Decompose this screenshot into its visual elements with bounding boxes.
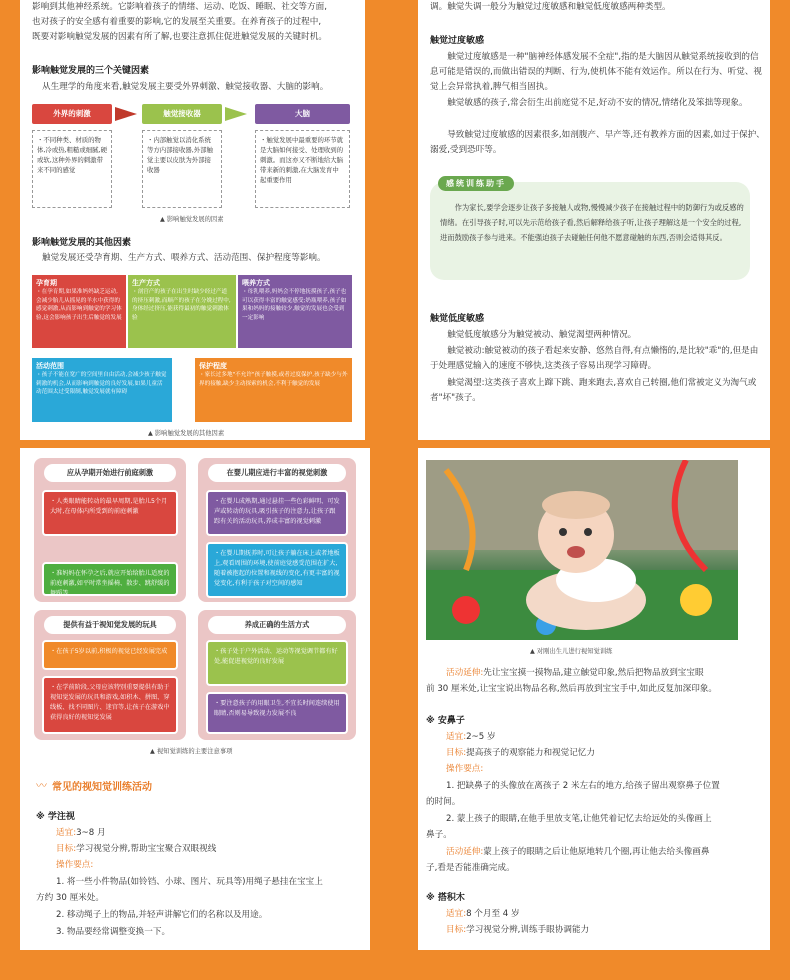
step-text: 方约 30 厘米处。 [36, 893, 104, 903]
activity-age [446, 907, 520, 922]
factor-text: ・在孕育期,如果准妈妈缺乏运动,会减少胎儿从摇晃的羊水中获得的感觉刺激,从而影响到触觉的学习体验,这会影响孩子出生后触觉的发展 [36, 289, 122, 321]
wave-icon: 〰 [36, 779, 47, 792]
goal-value: 学习视觉分辨,帮助宝宝聚合双眼视线 [76, 844, 217, 854]
extension-label: 活动延伸: [446, 668, 484, 678]
steps-label: 操作要点: [446, 764, 484, 774]
top-right-page [418, 0, 770, 440]
factor-text: ・孩子不能在宽广的空间里自由活动,会减少孩子触觉刺激的机会,从而影响到触觉的良好发展,如果儿童活动范围太过受限制,触觉发展就有障碍 [36, 372, 167, 395]
factor-label: 保护程度 [199, 362, 227, 370]
age-label: 适宜: [446, 909, 467, 919]
factor-label: 孕育期 [36, 279, 57, 287]
paragraph: 触觉渴望:这类孩子喜欢上蹿下跳、跑来跑去,喜欢自己转圈,他们常被定义为淘气或者"坏"孩子。 [430, 378, 757, 403]
factor-label: 触觉接收器 [142, 104, 222, 124]
extension-text [446, 845, 766, 860]
activity-age [446, 730, 496, 745]
paragraph: 导致触觉过度敏感的因素很多,如剖腹产、早产等,还有教养方面的因素,如过于保护、溺爱,受到恐吓等。 [430, 130, 765, 155]
step-text: 1. 将一些小件物品(如铃铛、小球、图片、玩具等)用绳子悬挂在宝宝上 [56, 877, 323, 887]
paragraph: 触觉低度敏感分为触觉被动、触觉渴望两种情况。 [447, 330, 637, 340]
intro-text: 调。触觉失调一般分为触觉过度敏感和触觉低度敏感两种类型。 [430, 2, 671, 12]
section-desc-factors: 从生理学的角度来看,触觉发展主要受外界刺激、触觉接收器、大脑的影响。 [42, 82, 329, 92]
card-title: 应从孕期开始进行前庭刺激 [44, 464, 176, 482]
step-text: 1. 把缺鼻子的头像放在离孩子 2 米左右的地方,给孩子留出观察鼻子位置 [446, 781, 720, 791]
card-title: 提供有益于视知觉发展的玩具 [44, 616, 176, 634]
card-item: ・人类眼睛能转动的最早周期,是胎儿5个月大时,在母体内所受到的前庭刺激 [42, 490, 178, 536]
baby-photo [426, 460, 738, 640]
activity-name [426, 714, 465, 728]
bullet-icon: ※ [426, 893, 438, 903]
factor-birth [128, 275, 236, 348]
step-text: 3. 物品要经常调整变换一下。 [56, 927, 171, 937]
extension-label: 活动延伸: [446, 847, 484, 857]
activity-name [36, 810, 75, 824]
step-text: 鼻子。 [426, 830, 452, 840]
step-text: 2. 移动绳子上的物品,并轻声讲解它们的名称以及用途。 [56, 910, 268, 920]
activity-goal [56, 842, 216, 857]
extension-line: 子,看是否能准确完成。 [426, 863, 515, 873]
card-lifestyle [198, 610, 356, 740]
card-item: ・在学前阶段,父母应该特别重要提供有助于视知觉发展的玩具和游戏,如积木、拼图、穿线板、找不同图片、迷宫等,让孩子在游戏中获得良好的视知觉发展 [42, 676, 178, 734]
activity-goal [446, 923, 589, 938]
section-title-low-sensitive: 触觉低度敏感 [430, 314, 485, 324]
age-label: 适宜: [446, 732, 467, 742]
card-title: 在婴儿期应进行丰富的视觉刺激 [208, 464, 346, 482]
section-desc-others: 触觉发展还受孕育期、生产方式、喂养方式、活动范围、保护程度等影响。 [42, 253, 326, 263]
section-title-over-sensitive: 触觉过度敏感 [430, 36, 485, 46]
goal-label: 目标: [446, 748, 467, 758]
intro-line-3: 既要对影响触觉发展的因素有所了解,也要注意抓住促进触觉发展的关键时机。 [32, 32, 327, 42]
figure-caption: ▲ 视知觉训练的主要注意事项 [150, 748, 233, 755]
factor-text: ・触觉发展中最重要的环节就是大脑如何接受、处理收到的刺激。而这亦又不断地给大脑带来新的刺激,在大脑发育中起重要作用 [255, 130, 350, 208]
steps-label: 操作要点: [56, 860, 94, 870]
card-item: ・在婴儿成熟期,通过悬挂一些色彩鲜明、可发声或转动的玩具,吸引孩子的注意力,让孩子跟踪有关的活动玩具,养成丰富的视觉刺激 [206, 490, 348, 536]
intro-line-1: 影响到其他神经系统。它影响着孩子的情绪、运动、吃饭、睡眠、社交等方面, [32, 2, 327, 12]
card-item: ・在婴儿期抚养时,可让孩子躺在床上或者地板上,观看周围的环境,使前庭觉感受范围在扩大,随着被抱起的位置和视线的变化,有更丰富的视觉变化,有利于孩子对空间的感知 [206, 542, 348, 598]
card-item: ・孩子处于户外活动、运动等视觉调节都有好处,能促进视觉的良好发展 [206, 640, 348, 686]
activity-goal [446, 746, 595, 761]
paragraph: 触觉敏感的孩子,常会衍生出前庭觉不足,好动不安的情况,情绪化及笨拙等现象。 [447, 98, 748, 108]
arrow-icon [115, 107, 137, 121]
factor-label: 外界的刺激 [32, 104, 112, 124]
arrow-icon [225, 107, 247, 121]
intro-line-2: 也对孩子的安全感有着重要的影响,它的发展至关重要。在养育孩子的过程中, [32, 17, 322, 27]
extension-line: 先让宝宝摸一摸物品,建立触觉印象,然后把物品放到宝宝眼 [483, 668, 704, 678]
extension-line: 前 30 厘米处,让宝宝说出物品名称,然后再放到宝宝手中,如此反复加深印象。 [426, 684, 718, 694]
factor-text: ・母乳喂养,妈妈会不停地抚摸孩子,孩子也可以获得丰富的触觉感受;奶瓶喂养,孩子如果和妈妈的接触较少,触觉的发展也会受到一定影响 [242, 289, 347, 321]
step-text: 的时间。 [426, 797, 461, 807]
goal-value: 提高孩子的观察能力和视觉记忆力 [466, 748, 596, 758]
goal-label: 目标: [446, 925, 467, 935]
factor-protection [195, 358, 352, 422]
factor-text: ・剖宫产的孩子在出生时缺少经过产道的挤压刺激,而顺产的孩子在分娩过程中,身体经过挤压,能获得最初的触觉刺激体验 [132, 289, 231, 321]
factor-text: ・内部触觉以消化系统等方内部接收器,外部触觉主要以皮肤为外部接收器 [142, 130, 222, 208]
figure-caption: ▲ 影响触觉发展的因素 [160, 216, 224, 223]
photo-caption: ▲ 对刚出生儿进行视知觉训练 [530, 648, 613, 655]
card-toys [34, 610, 186, 740]
card-title: 养成正确的生活方式 [208, 616, 346, 634]
bullet-icon: ※ [426, 716, 438, 726]
card-item: ・要注意孩子的用眼卫生,不宜长时间连续使用眼睛,否则易导致视力发展不良 [206, 692, 348, 734]
figure-caption: ▲ 影响触觉发展的其他因素 [148, 430, 225, 437]
card-pregnancy [34, 458, 186, 602]
bottom-left-page [20, 448, 370, 950]
factor-external [32, 104, 112, 208]
activity-name-text: 搭积木 [437, 893, 465, 903]
paragraph: 触觉被动:触觉被动的孩子看起来安静、悠然自得,有点懒惰的,是比较"乖"的,但是由于处理感觉输入的速度不够快,这类孩子容易出现学习障碍。 [430, 346, 759, 371]
age-value: 8 个月至 4 岁 [466, 909, 520, 919]
section-title-others: 影响触觉发展的其他因素 [32, 238, 132, 248]
age-value: 2~5 岁 [466, 732, 496, 742]
activity-age [56, 826, 106, 841]
top-left-page [20, 0, 365, 440]
factor-feeding [238, 275, 352, 348]
goal-label: 目标: [56, 844, 77, 854]
factor-activity-range [32, 358, 172, 422]
activity-name-text: 学注视 [47, 812, 75, 822]
factor-brain [255, 104, 350, 208]
tip-text: 作为家长,要学会逐步让孩子多接触人或物,慢慢减少孩子在接触过程中的防御行为或反感的情绪。在引导孩子时,可以先示范给孩子看,然后解释给孩子听,让孩子理解这是一个安全的过程,进而鼓励孩子参与进来。不能强迫孩子去碰触任何他不愿意碰触的东西,否则会适得其反。 [440, 203, 744, 242]
factor-receptor [142, 104, 222, 208]
bottom-right-page [418, 448, 770, 950]
factor-text: ・不同种类、材质的物体,冷或热,粗糙或细腻,硬或软,这种外界的刺激带来不同的感觉 [32, 130, 112, 208]
section-title-factors: 影响触觉发展的三个关键因素 [32, 66, 150, 76]
card-item: ・准妈妈在怀孕之后,就应开始给胎儿适度的前庭刺激,如平时常坐摇椅、散步、跳舒缓的舞蹈等 [42, 562, 178, 596]
paragraph: 触觉过度敏感是一种"脑神经体感发展不全症",指的是大脑因从触觉系统接收到的信息可能是错误的,而做出错误的判断、行为,使机体不能有效运作。所以在行为、听觉、视觉上会异常执着,脾气相当固执。 [430, 52, 763, 92]
goal-value: 学习视觉分辨,训练手眼协调能力 [466, 925, 590, 935]
bullet-icon: ※ [36, 812, 48, 822]
card-item: ・在孩子5岁以前,积极的视觉已经发展完成 [42, 640, 178, 670]
section-title-activities: 常见的视知觉训练活动 [52, 781, 152, 793]
activity-name-text: 安鼻子 [437, 716, 465, 726]
factor-label: 生产方式 [132, 279, 160, 287]
activity-name [426, 891, 465, 905]
card-infancy [198, 458, 356, 602]
tip-box [430, 179, 750, 280]
factor-label: 喂养方式 [242, 279, 270, 287]
extension-text [446, 666, 766, 681]
factor-pregnancy [32, 275, 126, 348]
extension-line: 蒙上孩子的眼睛之后让他原地转几个圈,再让他去给头像画鼻 [483, 847, 710, 857]
factor-label: 大脑 [255, 104, 350, 124]
step-text: 2. 蒙上孩子的眼睛,在他手里放支笔,让他凭着记忆去给远处的头像画上 [446, 814, 712, 824]
factor-label: 活动范围 [36, 362, 64, 370]
tip-title: 感统训练助手 [438, 176, 514, 191]
age-value: 3~8 月 [76, 828, 106, 838]
factor-text: ・家长过多地"不允许"孩子触摸,或者过度保护,孩子缺少与外界的接触,缺少主动探索的机会,不利于触觉的发展 [199, 372, 348, 387]
age-label: 适宜: [56, 828, 77, 838]
